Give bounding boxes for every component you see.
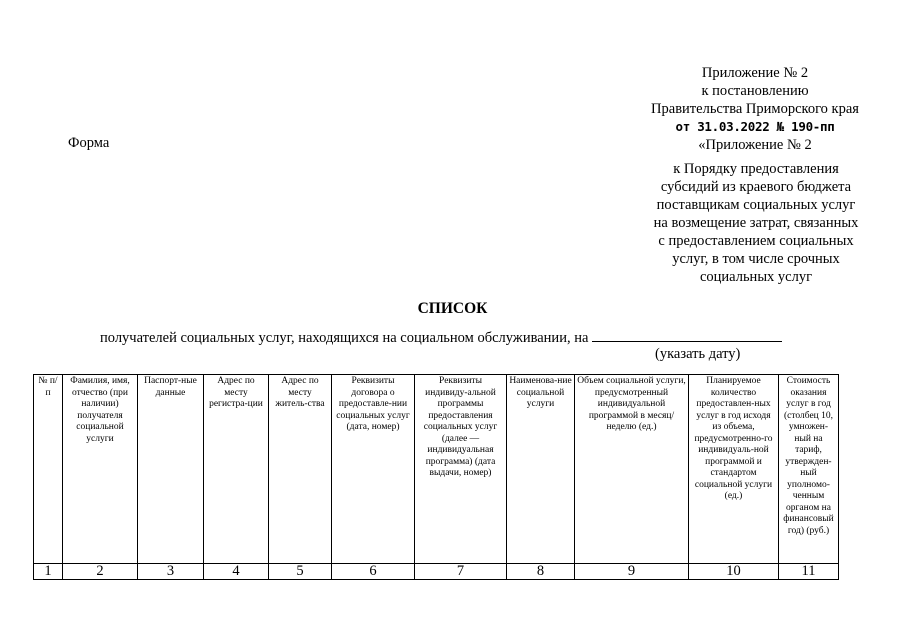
column-number: 4 [204,564,269,580]
column-number: 9 [575,564,689,580]
order-line: к Порядку предоставления [673,161,839,177]
date-blank-line [592,327,782,342]
subtitle-text: получателей социальных услуг, находящихся на социальном обслуживании, на [100,330,589,346]
column-number: 6 [332,564,415,580]
column-number: 1 [34,564,63,580]
column-number: 5 [269,564,332,580]
column-number: 10 [689,564,779,580]
column-header: Реквизиты договора о предоставле-нии социальных услуг (дата, номер) [332,375,415,564]
order-line: социальных услуг [699,269,813,285]
appendix-resolution-ref: к постановлению [701,83,809,99]
appendix-title: Приложение № 2 [701,65,809,81]
column-header: Объем социальной услуги, предусмотренный индивидуальной программой в месяц/неделю (ед.) [575,375,689,564]
document-subtitle [100,327,782,347]
appendix-original-title: «Приложение № 2 [698,137,812,153]
column-header: № п/п [34,375,63,564]
form-label: Форма [68,135,110,151]
column-number: 3 [138,564,204,580]
column-header: Адрес по месту житель-ства [269,375,332,564]
document-title: СПИСОК [417,300,488,317]
table-header-row [34,375,839,564]
column-header: Планируемое количество предоставлен-ных услуг в год исходя из объема, предусмотренно-го индивидуаль-ной программой и стандартом социальной услуги (ед.) [689,375,779,564]
appendix-government: Правительства Приморского края [651,101,859,117]
date-hint: (указать дату) [655,346,741,362]
order-line: поставщикам социальных услуг [656,197,856,213]
order-reference-block [606,160,905,286]
column-header: Наименова-ние социальной услуги [507,375,575,564]
order-line: услуг, в том числе срочных [672,251,840,267]
order-line: на возмещение затрат, связанных [653,215,859,231]
column-header: Адрес по месту регистра-ции [204,375,269,564]
column-number: 8 [507,564,575,580]
column-header: Стоимость оказания услуг в год (столбец 10, умножен-ный на тариф, утвержден-ный уполномо-ченным органом на финансовый год) (руб.) [779,375,839,564]
recipients-table [33,374,839,580]
column-number: 7 [415,564,507,580]
appendix-block [600,64,905,154]
column-number-row [34,564,839,580]
order-line: субсидий из краевого бюджета [660,179,852,195]
column-number: 11 [779,564,839,580]
column-header: Паспорт-ные данные [138,375,204,564]
appendix-resolution-date: от 31.03.2022 № 190-пп [675,119,835,134]
order-line: с предоставлением социальных [658,233,854,249]
column-number: 2 [63,564,138,580]
column-header: Фамилия, имя, отчество (при наличии) получателя социальной услуги [63,375,138,564]
column-header: Реквизиты индивиду-альной программы предоставления социальных услуг (далее — индивидуальная программа) (дата выдачи, номер) [415,375,507,564]
